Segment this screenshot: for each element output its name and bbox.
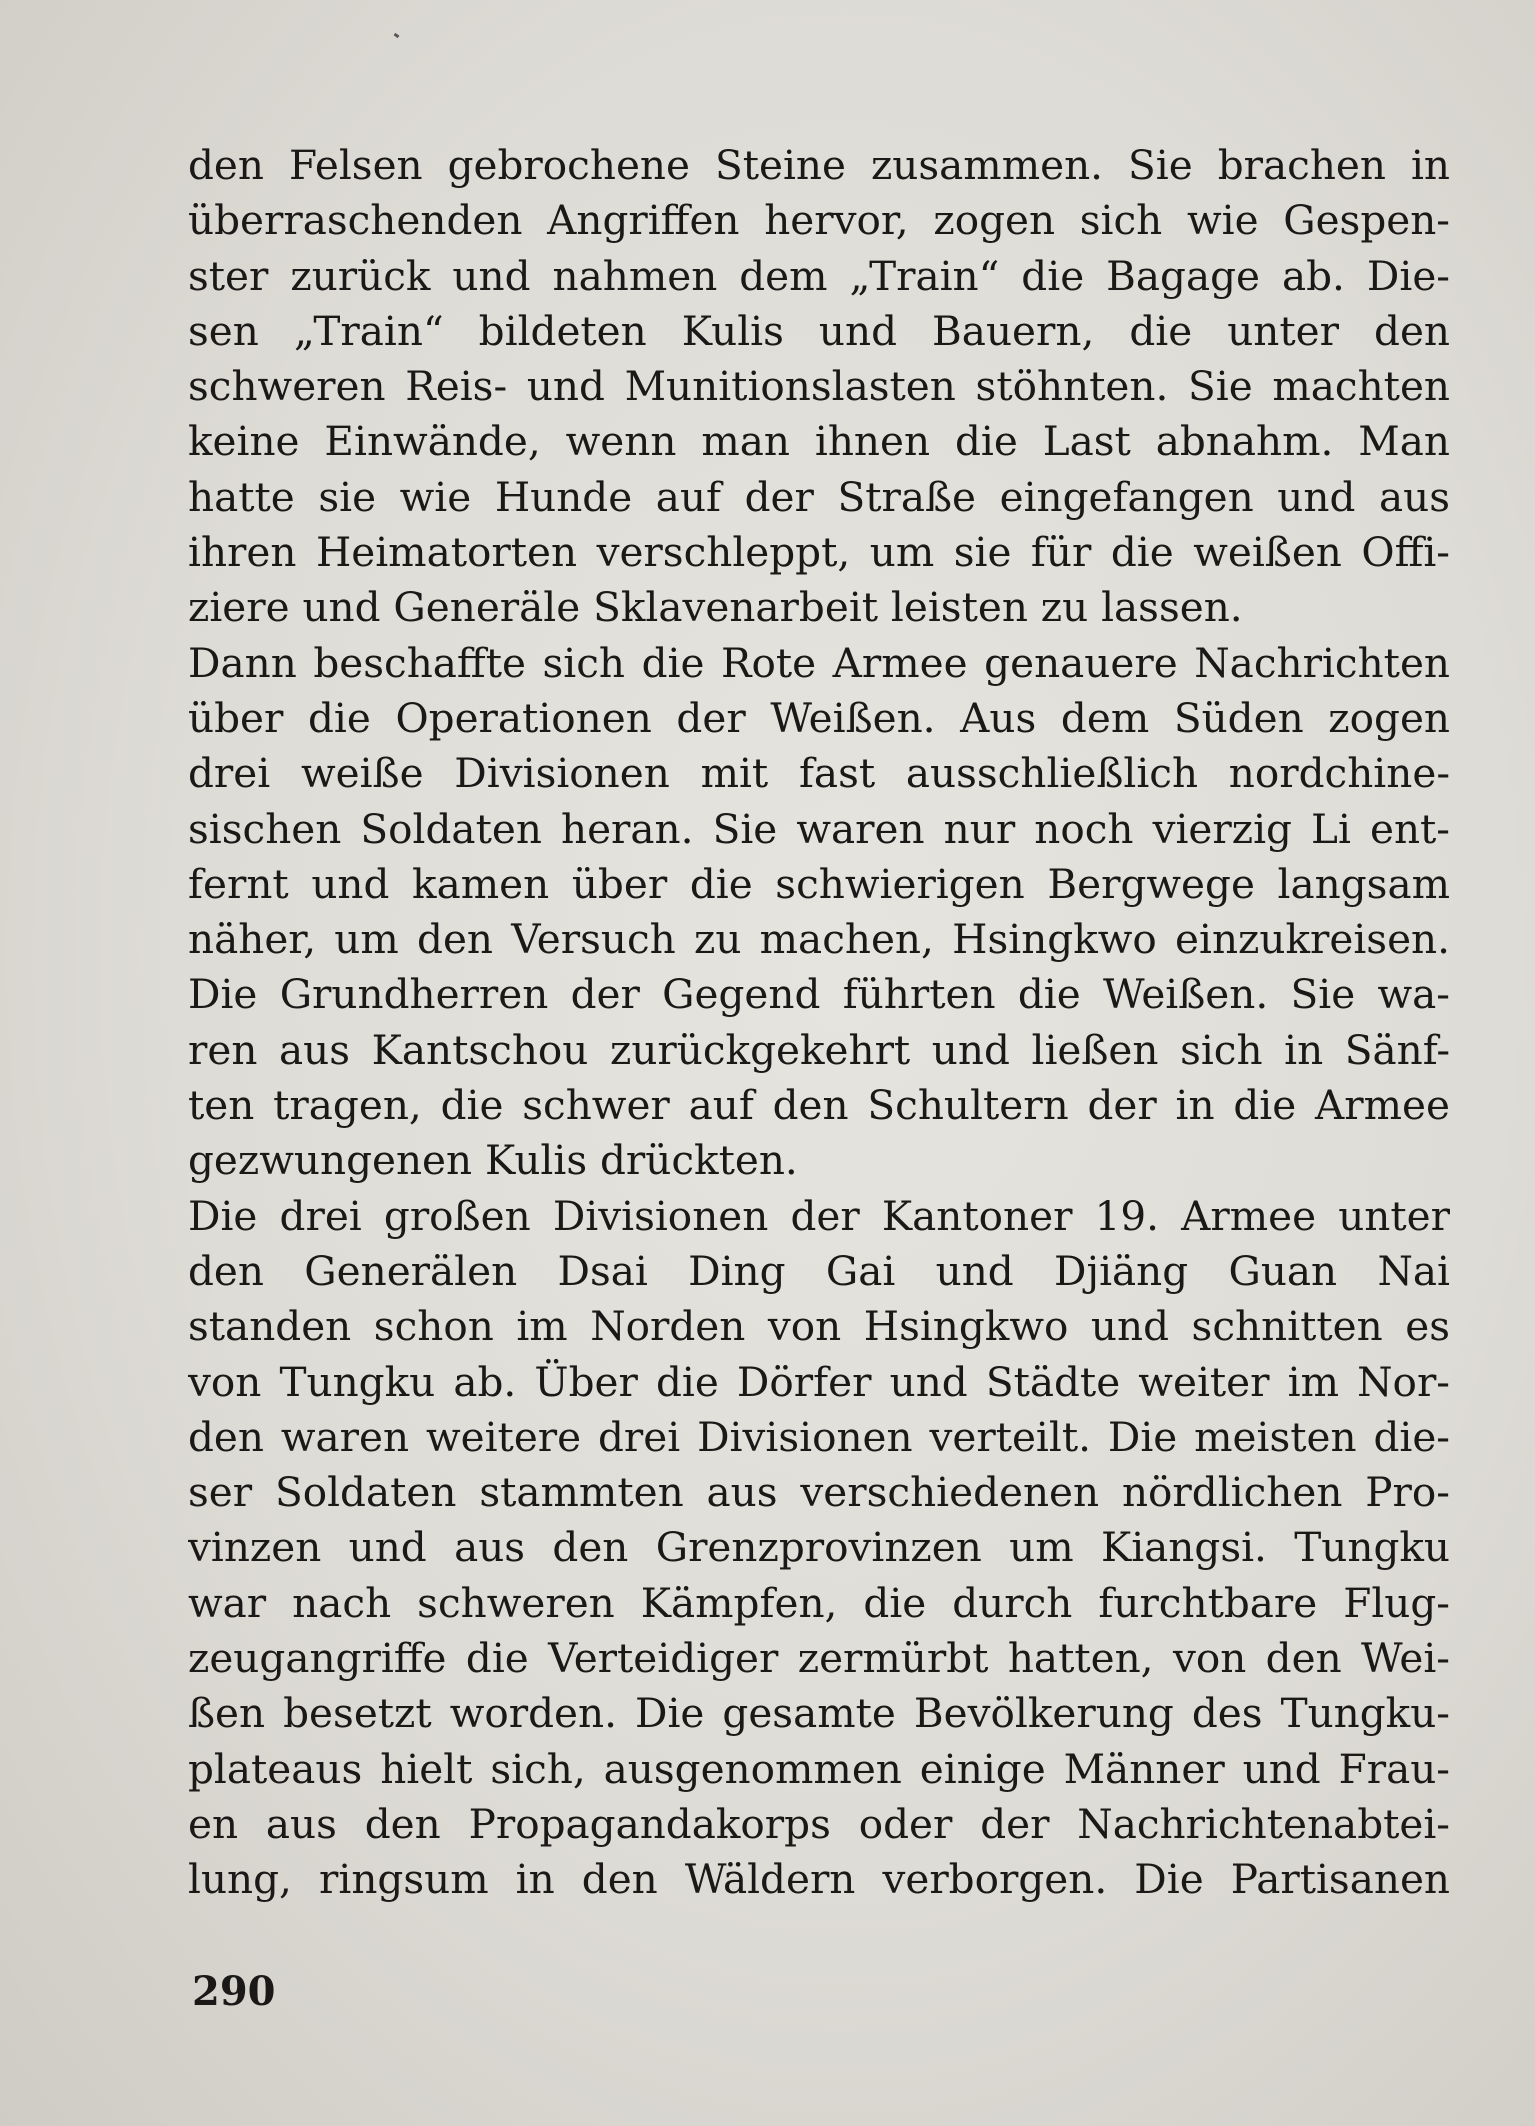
text-line: den Generälen Dsai Ding Gai und Djiäng Guan Nai <box>188 1246 1450 1295</box>
text-line: standen schon im Norden von Hsingkwo und schnitten es <box>188 1302 1450 1351</box>
text-line: Die Grundherren der Gegend führten die Weißen. Sie wa- <box>188 970 1450 1019</box>
text-line: fernt und kamen über die schwierigen Bergwege langsam <box>188 859 1450 908</box>
text-line: en aus den Propagandakorps oder der Nachrichtenabtei- <box>188 1799 1450 1848</box>
text-line: den Felsen gebrochene Steine zusammen. Sie brachen in <box>188 141 1450 189</box>
text-line: ster zurück und nahmen dem „Train“ die Bagage ab. Die- <box>188 251 1450 300</box>
text-line: zeugangriffe die Verteidiger zermürbt hatten, von den Wei- <box>188 1634 1450 1683</box>
ink-speck <box>394 33 400 38</box>
text-line: hatte sie wie Hunde auf der Straße eingefangen und aus <box>188 472 1450 521</box>
text-line: ten tragen, die schwer auf den Schultern der in die Armee <box>188 1081 1450 1130</box>
text-line: überraschenden Angriffen hervor, zogen sich wie Gespen- <box>188 196 1450 245</box>
text-line: vinzen und aus den Grenzprovinzen um Kiangsi. Tungku <box>188 1523 1450 1572</box>
text-line: von Tungku ab. Über die Dörfer und Städte weiter im Nor- <box>188 1357 1450 1406</box>
text-line: plateaus hielt sich, ausgenommen einige Männer und Frau- <box>188 1744 1450 1793</box>
text-line: gezwungenen Kulis drückten. <box>188 1136 798 1185</box>
text-line: ihren Heimatorten verschleppt, um sie für die weißen Offi- <box>188 528 1450 577</box>
text-line: sischen Soldaten heran. Sie waren nur noch vierzig Li ent- <box>188 804 1450 853</box>
text-line: schweren Reis- und Munitionslasten stöhnten. Sie machten <box>188 362 1450 411</box>
text-line: ßen besetzt worden. Die gesamte Bevölkerung des Tungku- <box>188 1689 1450 1738</box>
text-line: lung, ringsum in den Wäldern verborgen. Die Partisanen <box>188 1855 1450 1904</box>
body-text <box>188 138 1450 1908</box>
text-line: Dann beschaffte sich die Rote Armee genauere Nachrichten <box>188 638 1450 687</box>
text-line: ren aus Kantschou zurückgekehrt und ließen sich in Sänf- <box>188 1025 1450 1074</box>
text-line: war nach schweren Kämpfen, die durch furchtbare Flug- <box>188 1578 1450 1627</box>
text-line: ziere und Generäle Sklavenarbeit leisten zu lassen. <box>188 583 1243 632</box>
text-line: sen „Train“ bildeten Kulis und Bauern, die unter den <box>188 306 1450 355</box>
text-line: näher, um den Versuch zu machen, Hsingkwo einzukreisen. <box>188 915 1450 964</box>
text-line: Die drei großen Divisionen der Kantoner 19. Armee unter <box>188 1191 1450 1240</box>
text-line: drei weiße Divisionen mit fast ausschließlich nordchine- <box>188 749 1450 798</box>
page-number: 290 <box>192 1968 276 2015</box>
text-line: ser Soldaten stammten aus verschiedenen nördlichen Pro- <box>188 1468 1450 1517</box>
text-line: den waren weitere drei Divisionen verteilt. Die meisten die- <box>188 1412 1450 1461</box>
text-line: keine Einwände, wenn man ihnen die Last abnahm. Man <box>188 417 1450 466</box>
text-line: über die Operationen der Weißen. Aus dem Süden zogen <box>188 693 1450 742</box>
